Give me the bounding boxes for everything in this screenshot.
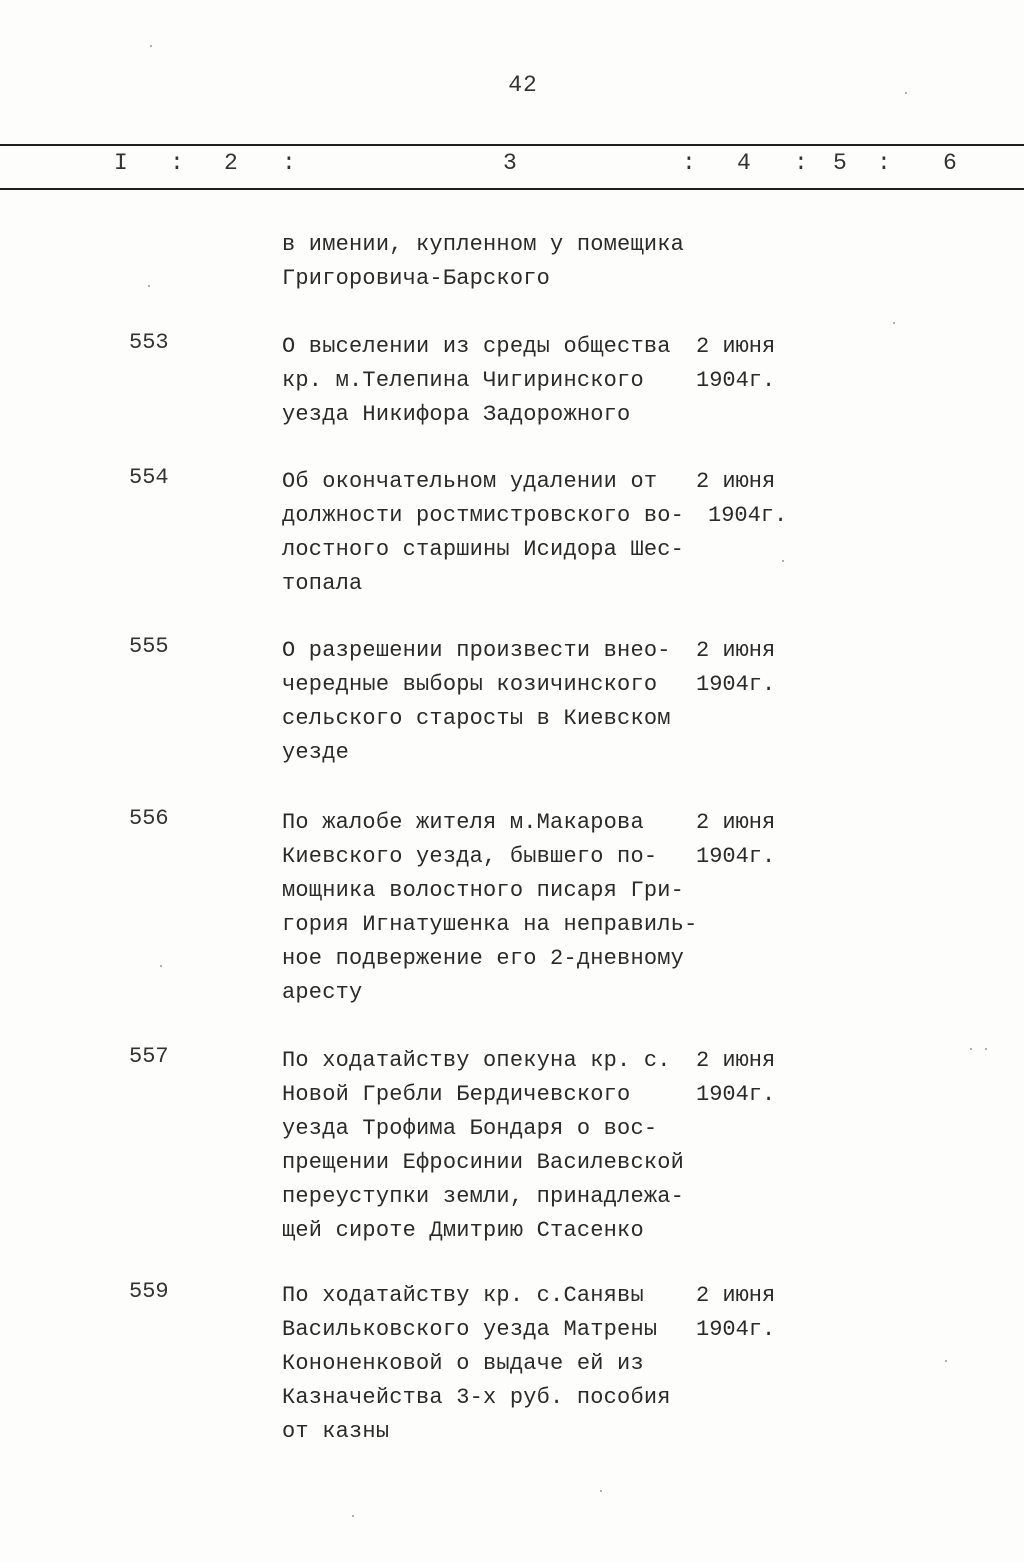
date-day: 2 июня	[696, 638, 776, 663]
column-separator: :	[682, 150, 696, 176]
scan-speck	[945, 1360, 947, 1362]
entry-number: 554	[129, 465, 169, 490]
entry-description	[282, 330, 702, 432]
column-header-row	[0, 150, 1024, 184]
scan-speck	[160, 965, 162, 967]
description-line: О разрешении произвести внео-	[282, 638, 671, 663]
entry-number: 553	[129, 330, 169, 355]
description-line: чередные выборы козичинского	[282, 672, 658, 697]
scan-speck	[985, 1048, 987, 1050]
description-line: Васильковского уезда Матрены	[282, 1317, 658, 1342]
date-year: 1904г.	[696, 1082, 776, 1107]
scan-speck	[600, 1490, 602, 1492]
description-line: Новой Гребли Бердичевского	[282, 1082, 631, 1107]
scan-speck	[148, 285, 150, 287]
description-line: аресту	[282, 980, 363, 1005]
description-line: ное подвержение его 2-дневному	[282, 946, 685, 971]
column-header-2: 2	[224, 150, 238, 176]
entry-date	[696, 330, 775, 398]
entry-number: 557	[129, 1044, 169, 1069]
description-line: прещении Ефросинии Василевской	[282, 1150, 685, 1175]
description-line: должности ростмистровского во-	[282, 503, 685, 528]
description-line: сельского старосты в Киевском	[282, 706, 671, 731]
date-year: 1904г.	[696, 844, 776, 869]
page-number: 42	[508, 72, 538, 98]
description-line: в имении, купленном у помещика	[282, 232, 685, 257]
description-line: О выселении из среды общества	[282, 334, 671, 359]
entry-description	[282, 634, 702, 770]
scan-speck	[970, 1048, 972, 1050]
entry-description	[282, 1279, 702, 1449]
header-top-rule	[0, 144, 1024, 146]
column-separator: :	[282, 150, 296, 176]
scan-speck	[352, 1515, 354, 1517]
entry-number: 556	[129, 806, 169, 831]
description-line: от казны	[282, 1419, 390, 1444]
column-header-6: 6	[943, 150, 957, 176]
description-line: Киевского уезда, бывшего по-	[282, 844, 658, 869]
entry-description	[282, 1044, 702, 1248]
entry-number: 559	[129, 1279, 169, 1304]
header-bottom-rule	[0, 188, 1024, 190]
description-line: переуступки земли, принадлежа-	[282, 1184, 685, 1209]
description-line: уезде	[282, 740, 350, 765]
column-header-3: 3	[503, 150, 517, 176]
description-line: По ходатайству опекуна кр. с.	[282, 1048, 671, 1073]
entry-number: 555	[129, 634, 169, 659]
date-year: 1904г.	[708, 503, 788, 528]
date-day: 2 июня	[696, 1283, 776, 1308]
description-line: лостного старшины Исидора Шес-	[282, 537, 685, 562]
entry-date	[696, 1279, 775, 1347]
column-header-5: 5	[833, 150, 847, 176]
scan-speck	[150, 45, 152, 47]
entry-description	[282, 465, 702, 601]
description-line: По жалобе жителя м.Макарова	[282, 810, 644, 835]
description-line: Казначейства 3-х руб. пособия	[282, 1385, 671, 1410]
column-separator: :	[170, 150, 184, 176]
date-day: 2 июня	[696, 469, 776, 494]
date-year: 1904г.	[696, 368, 776, 393]
description-line: гория Игнатушенка на неправиль-	[282, 912, 698, 937]
description-line: кр. м.Телепина Чигиринского	[282, 368, 644, 393]
description-line: щей сироте Дмитрию Стасенко	[282, 1218, 644, 1243]
description-line: уезда Никифора Задорожного	[282, 402, 631, 427]
column-separator: :	[877, 150, 891, 176]
description-line: мощника волостного писаря Гри-	[282, 878, 685, 903]
entry-description	[282, 806, 702, 1010]
entry-date	[696, 806, 775, 874]
date-day: 2 июня	[696, 334, 776, 359]
scan-speck	[893, 322, 895, 324]
date-day: 2 июня	[696, 1048, 776, 1073]
entry-date	[696, 465, 787, 533]
description-line: По ходатайству кр. с.Санявы	[282, 1283, 644, 1308]
description-line: уезда Трофима Бондаря о вос-	[282, 1116, 658, 1141]
column-header-1: I	[114, 150, 128, 176]
entry-description	[282, 228, 702, 296]
scan-speck	[905, 92, 907, 94]
description-line: топала	[282, 571, 363, 596]
description-line: Об окончательном удалении от	[282, 469, 658, 494]
description-line: Григоровича-Барского	[282, 266, 551, 291]
entry-date	[696, 1044, 775, 1112]
date-day: 2 июня	[696, 810, 776, 835]
entry-date	[696, 634, 775, 702]
description-line: Кононенковой о выдаче ей из	[282, 1351, 644, 1376]
date-year: 1904г.	[696, 672, 776, 697]
column-separator: :	[794, 150, 808, 176]
date-year: 1904г.	[696, 1317, 776, 1342]
scan-speck	[782, 560, 784, 562]
column-header-4: 4	[737, 150, 751, 176]
